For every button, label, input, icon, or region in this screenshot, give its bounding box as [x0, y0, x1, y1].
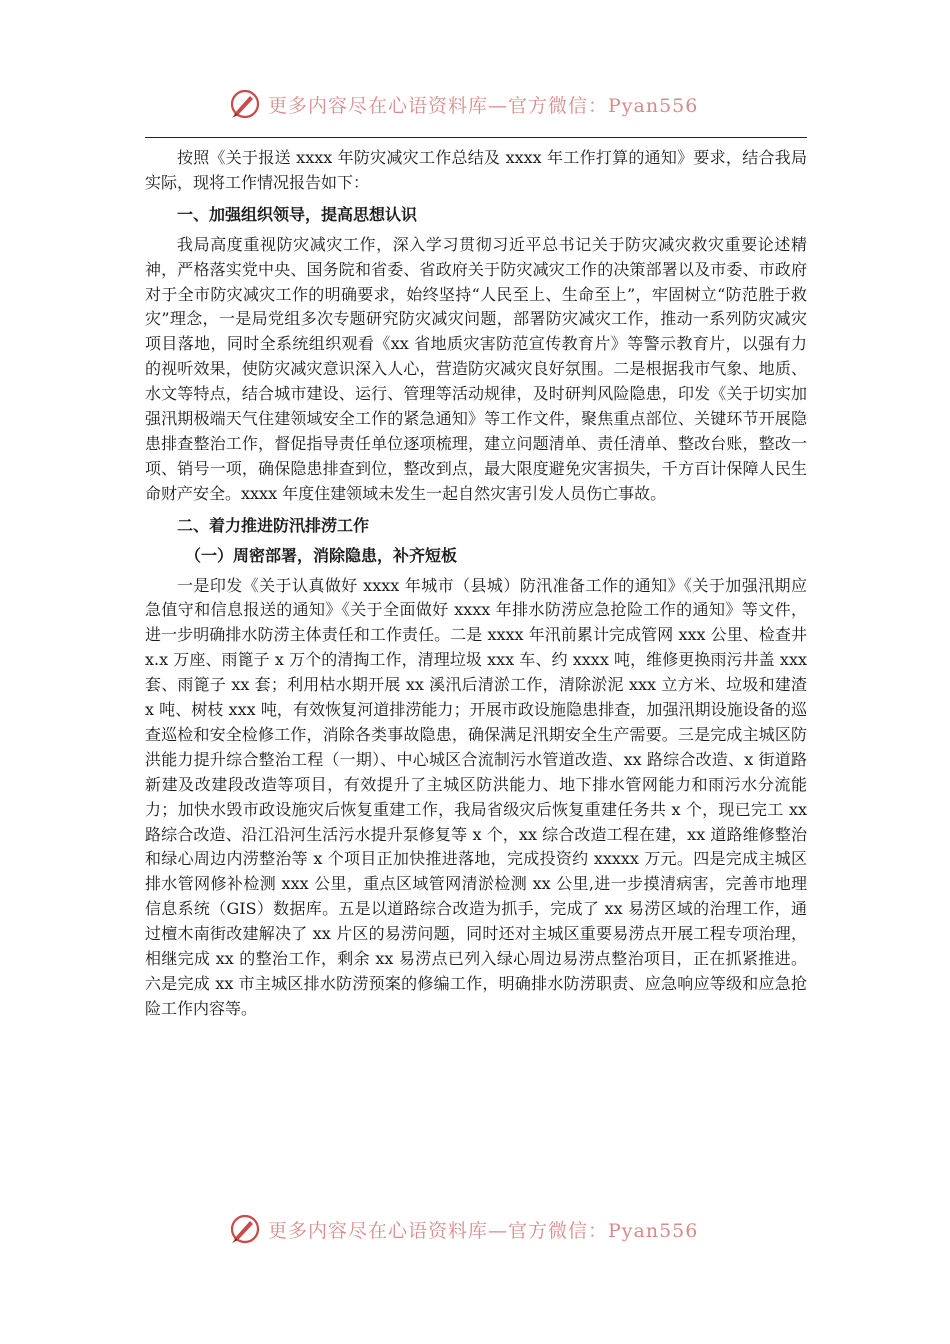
subsection-1-heading: （一）周密部署，消除隐患，补齐短板	[185, 545, 458, 565]
footer-banner-text: 更多内容尽在心语资料库—官方微信：Pyan556	[268, 1219, 699, 1242]
header-divider	[145, 137, 807, 138]
pen-logo-icon	[228, 87, 262, 121]
section-2-heading: 二、着力推进防汛排涝工作	[177, 515, 370, 535]
subsection-1-paragraph: 一是印发《关于认真做好 xxxx 年城市（县城）防汛准备工作的通知》《关于加强汛期应急值守和信息报送的通知》《关于全面做好 xxxx 年排水防涝应急抢险工作的通知》等文件，进一步明确排水防涝主体责任和工作责任。二是 xxxx 年汛前累计完成管网 xxx 公里、检查井 x.x 万座、雨篦子 x 万个的清掏工作，清理垃圾 xxx 车、约 xxxx 吨，维修更换雨污井盖 xxx 套、雨篦子 xx 套；利用枯水期开展 xx 溪汛后清淤工作，清除淤泥 xxx 立方米、垃圾和建渣 x 吨、树枝 xxx 吨，有效恢复河道排涝能力；开展市政设施隐患排查，加强汛期设施设备的巡查巡检和安全检修工作，消除各类事故隐患，确保满足汛期安全生产需要。三是完成主城区防洪能力提升综合整治工程（一期）、中心城区合流制污水管道改造、xx 路综合改造、x 街道路新建及改建段改造等项目，有效提升了主城区防洪能力、地下排水管网能力和雨污水分流能力；加快水毁市政设施灾后恢复重建工作，我局省级灾后恢复重建任务共 x 个，现已完工 xx 路综合改造、沿江沿河生活污水提升泵修复等 x 个，xx 综合改造工程在建，xx 道路维修整治和绿心周边内涝整治等 x 个项目正加快推进落地，完成投资约 xxxxx 万元。四是完成主城区排水管网修补检测 xxx 公里，重点区域管网清淤检测 xx 公里,进一步摸清病害，完善市地理信息系统（GIS）数据库。五是以道路综合改造为抓手，完成了 xx 易涝区域的治理工作，通过檀木南街改建解决了 xx 片区的易涝问题，同时还对主城区重要易涝点开展工程专项治理，相继完成 xx 的整治工作，剩余 xx 易涝点已列入绿心周边易涝点整治项目，正在抓紧推进。六是完成 xx 市主城区排水防涝预案的修编工作，明确排水防涝职责、应急响应等级和应急抢险工作内容等。	[145, 575, 807, 1018]
document-body	[145, 146, 807, 1022]
section-1-heading: 一、加强组织领导，提高思想认识	[177, 204, 418, 224]
header-banner-text: 更多内容尽在心语资料库—官方微信：Pyan556	[268, 94, 699, 117]
header-banner	[228, 84, 698, 124]
footer-banner	[228, 1209, 698, 1249]
section-1-paragraph: 我局高度重视防灾减灾工作，深入学习贯彻习近平总书记关于防灾减灾救灾重要论述精神，严格落实党中央、国务院和省委、省政府关于防灾减灾工作的决策部署以及市委、市政府对于全市防灾减灾工作的明确要求，始终坚持“人民至上、生命至上”，牢固树立“防范胜于救灾”理念，一是局党组多次专题研究防灾减灾问题，部署防灾减灾工作，推动一系列防灾减灾项目落地，同时全系统组织观看《xx 省地质灾害防范宣传教育片》等警示教育片，以强有力的视听效果，使防灾减灾意识深入人心，营造防灾减灾良好氛围。二是根据我市气象、地质、水文等特点，结合城市建设、运行、管理等活动规律，及时研判风险隐患，印发《关于切实加强汛期极端天气住建领域安全工作的紧急通知》等工作文件，聚焦重点部位、关键环节开展隐患排查整治工作，督促指导责任单位逐项梳理，建立问题清单、责任清单、整改台账，整改一项、销号一项，确保隐患排查到位，整改到点，最大限度避免灾害损失，千方百计保障人民生命财产安全。xxxx 年度住建领域未发生一起自然灾害引发人员伤亡事故。	[145, 234, 807, 503]
pen-logo-icon	[228, 1212, 262, 1246]
intro-paragraph: 按照《关于报送 xxxx 年防灾减灾工作总结及 xxxx 年工作打算的通知》要求，结合我局实际，现将工作情况报告如下：	[145, 148, 807, 192]
